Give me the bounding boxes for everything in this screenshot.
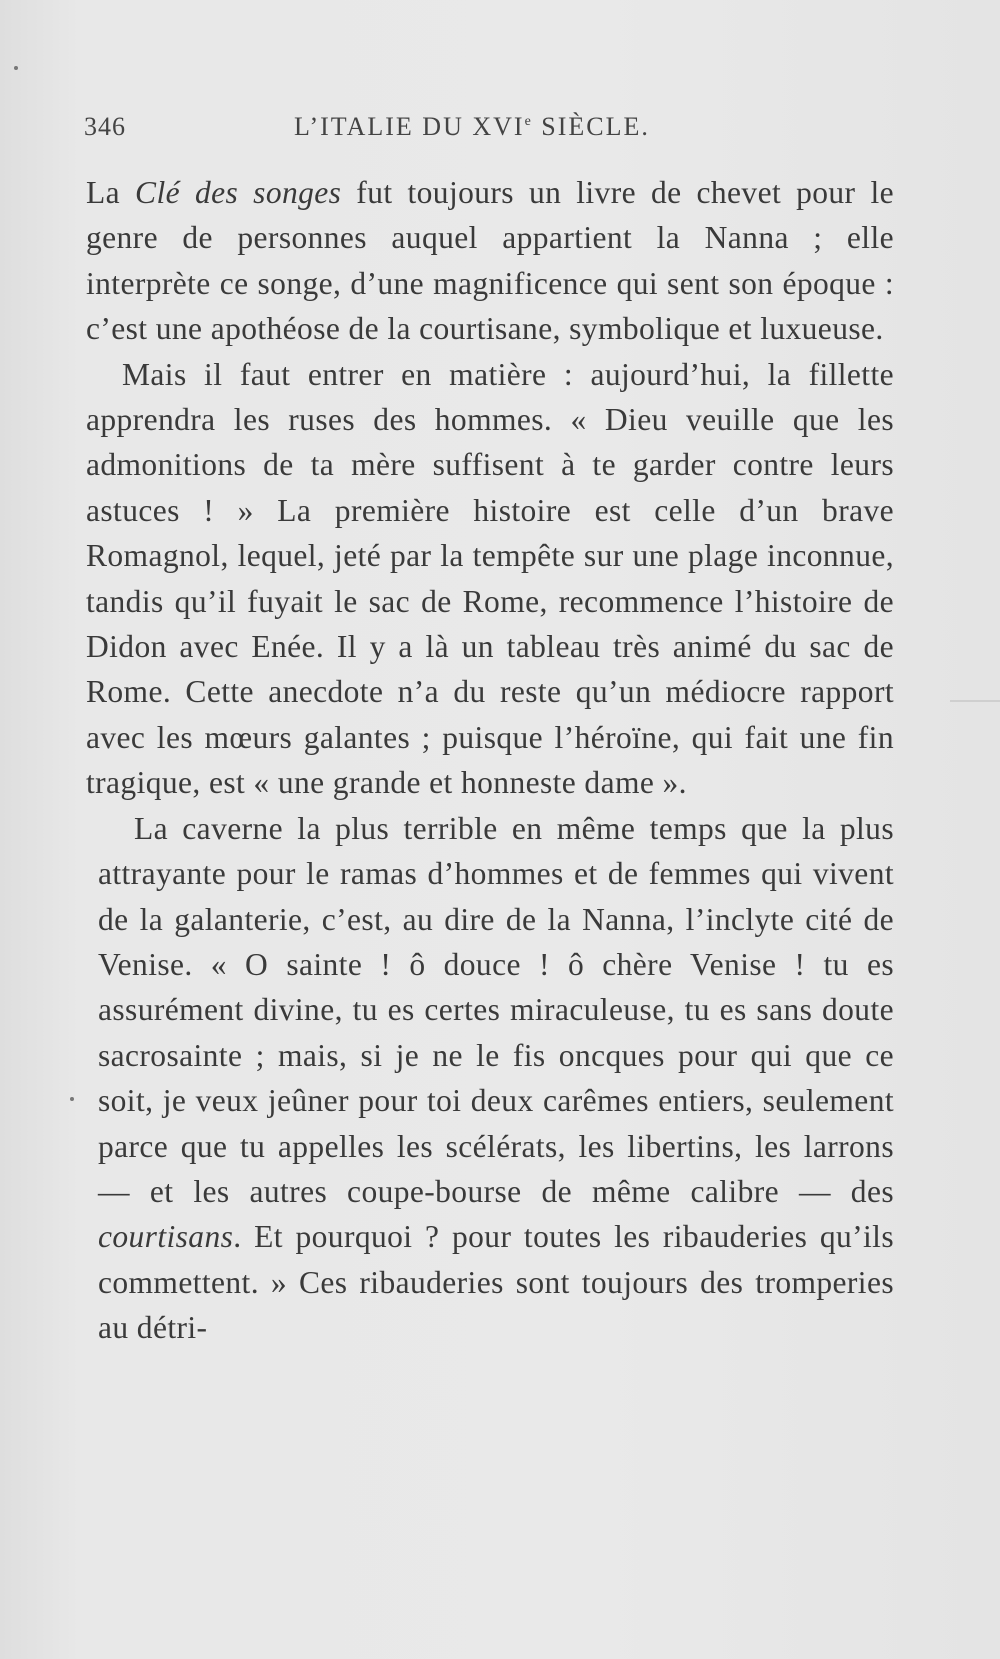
paragraph-3 xyxy=(98,806,894,1351)
paragraph-2: Mais il faut entrer en matière : aujourd’hui, la fillette apprendra les ruses des hommes. « Dieu veuille que les admonitions de ta mère suffisent à te garder contre leurs astuces ! » La première histoire est celle d’un brave Romagnol, lequel, jeté par la tempête sur une plage inconnue, tandis qu’il fuyait le sac de Rome, recommence l’histoire de Didon avec Enée. Il y a là un tableau très animé du sac de Rome. Cette anecdote n’a du reste qu’un médiocre rapport avec les mœurs galantes ; puisque l’héroïne, qui fait une fin tragique, est « une grande et honneste dame ». xyxy=(86,356,894,801)
book-title-italic: Clé des songes xyxy=(135,175,342,210)
running-title-main: L’ITALIE DU XVI xyxy=(294,112,525,141)
paragraph-1-rest: fut toujours un livre de chevet pour le genre de personnes auquel appartient la Nanna ; elle interprète ce songe, d’une magnificence qui sent son époque : c’est une apothéose de la courtisane, symbolique et luxueuse. xyxy=(86,175,894,347)
paragraph-3-start: La caverne la plus terrible en même temps que la plus attrayante pour le ramas d’hommes et de femmes qui vivent de la galanterie, c’est, au dire de la Nanna, l’inclyte cité de Venise. « O sainte ! ô douce ! ô chère Venise ! tu es assurément divine, tu es certes miraculeuse, tu es sans doute sacrosainte ; mais, si je ne le fis oncques pour qui que ce soit, je veux jeûner pour toi deux carêmes entiers, seulement parce que tu appelles les scélérats, les libertins, les larrons — et les autres coupe-bourse de même calibre — des xyxy=(98,810,894,1209)
page-edge-mark xyxy=(950,700,1000,702)
paragraph-1 xyxy=(86,170,894,352)
paragraph-1-start: La xyxy=(86,175,136,210)
body-text xyxy=(86,170,894,1351)
courtisans-italic: courtisans xyxy=(98,1219,234,1255)
running-header xyxy=(84,112,904,152)
speck-mark xyxy=(14,66,18,70)
running-title xyxy=(294,112,650,142)
page-number: 346 xyxy=(84,112,126,141)
running-title-superscript: e xyxy=(524,114,533,129)
running-title-end: SIÈCLE. xyxy=(532,112,650,141)
paragraph-3-rest: . Et pourquoi ? pour toutes les ribauderies qu’ils commettent. » Ces ribauderies sont toujours des tromperies au détri- xyxy=(98,1219,894,1346)
margin-dot xyxy=(70,1097,74,1101)
